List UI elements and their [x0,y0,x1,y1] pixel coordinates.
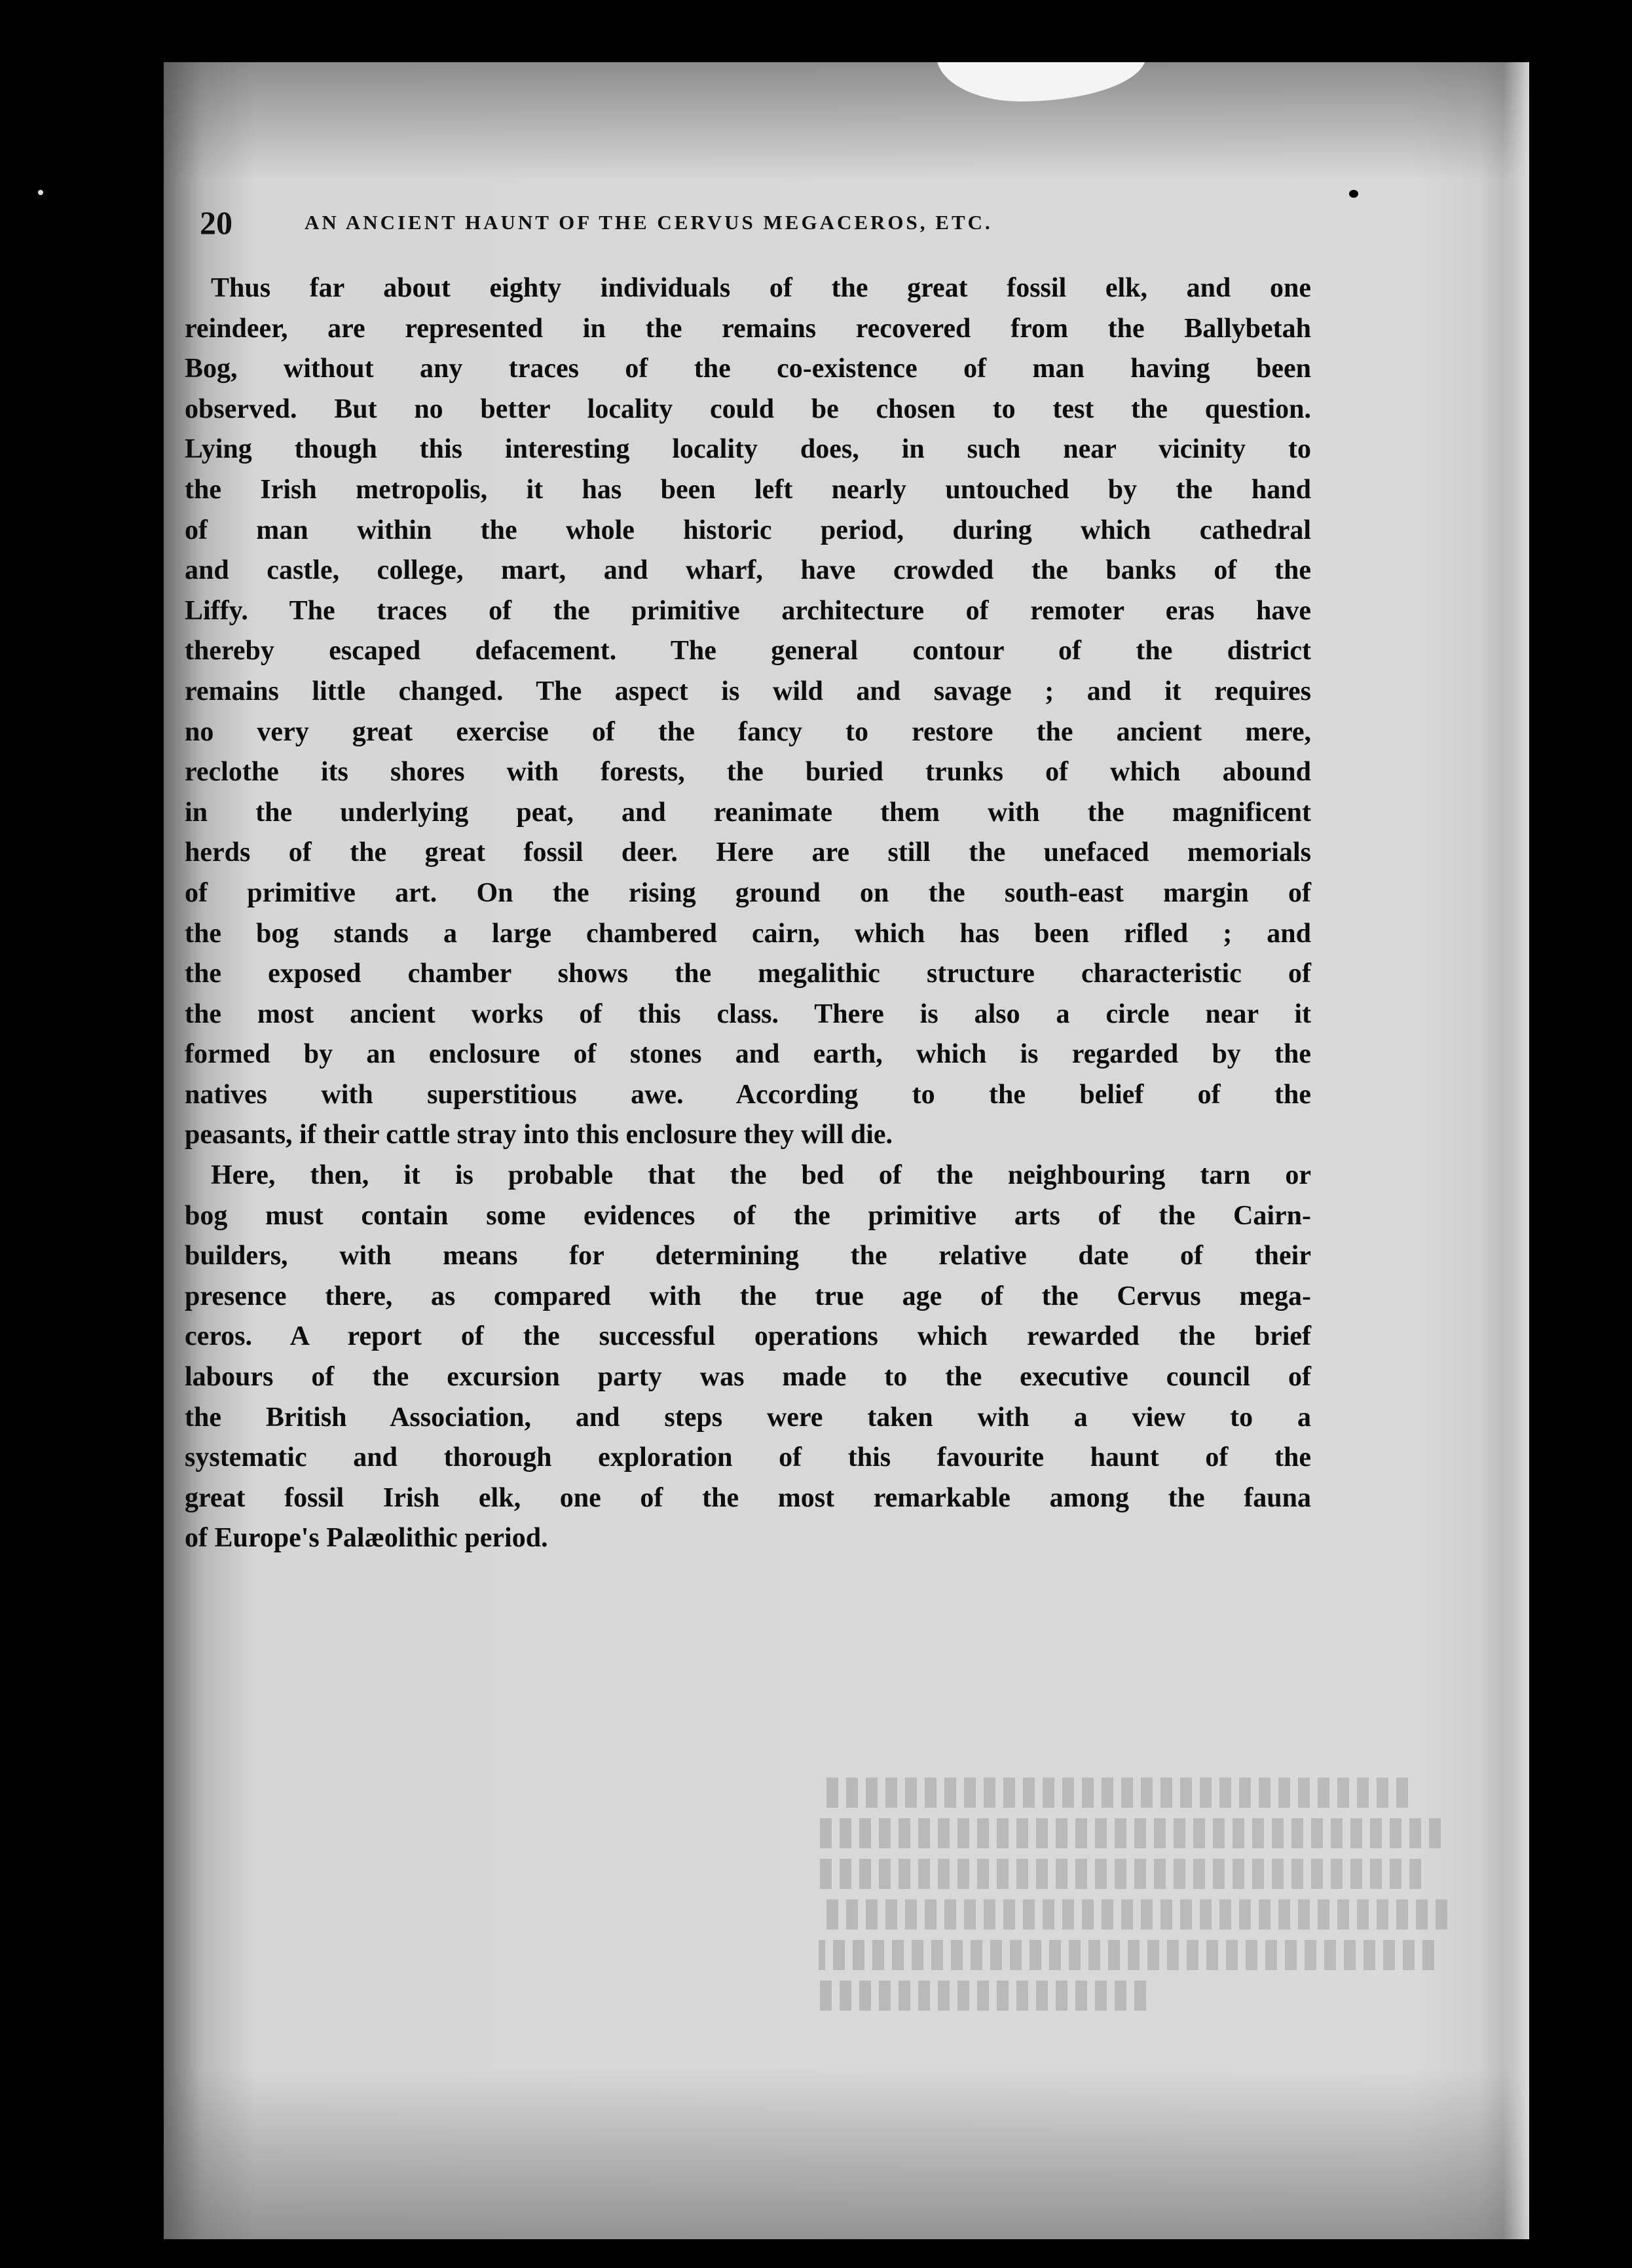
text-line: formed by an enclosure of stones and earth, which is regarded by the [185,1039,1311,1070]
text-line: of man within the whole historic period, during which cathedral [185,515,1311,545]
text-line: builders, with means for determining the relative date of their [185,1241,1311,1271]
text-line: systematic and thorough exploration of this favourite haunt of the [185,1442,1311,1473]
text-line: ceros. A report of the successful operations which rewarded the brief [185,1321,1311,1352]
text-line: the most ancient works of this class. There is also a circle near it [185,998,1311,1029]
text-line: peasants, if their cattle stray into this enclosure they will die. [185,1120,893,1150]
text-line: Here, then, it is probable that the bed of the neighbouring tarn or [211,1160,1311,1191]
page-edge [1503,62,1529,2239]
page-tear [937,62,1146,101]
scan-speck [1349,190,1358,198]
running-title: AN ANCIENT HAUNT OF THE CERVUS MEGACEROS, ETC. [305,211,993,234]
text-line: reindeer, are represented in the remains recovered from the Ballybetah [185,313,1311,344]
text-line: in the underlying peat, and reanimate them with the magnificent [185,797,1311,828]
text-line: Lying though this interesting locality does, in such near vicinity to [185,434,1311,465]
page-number: 20 [200,204,232,241]
text-line: Liffy. The traces of the primitive architecture of remoter eras have [185,595,1311,626]
bleed-through-text [819,1778,1474,2039]
text-line: observed. But no better locality could be chosen to test the question. [185,393,1311,424]
text-line: Thus far about eighty individuals of the great fossil elk, and one [211,273,1311,303]
text-line: no very great exercise of the fancy to restore the ancient mere, [185,716,1311,747]
text-line: bog must contain some evidences of the primitive arts of the Cairn- [185,1200,1311,1231]
text-line: great fossil Irish elk, one of the most remarkable among the fauna [185,1482,1311,1513]
text-line: the bog stands a large chambered cairn, which has been rifled ; and [185,918,1311,949]
text-line: of primitive art. On the rising ground on the south-east margin of [185,877,1311,908]
page-header [200,196,1313,249]
text-line: the Irish metropolis, it has been left nearly untouched by the hand [185,474,1311,505]
scan-speck [38,190,43,195]
text-line: thereby escaped defacement. The general contour of the district [185,636,1311,667]
scan-speck [34,144,41,158]
text-line: natives with superstitious awe. According to the belief of the [185,1079,1311,1110]
text-line: labours of the excursion party was made to the executive council of [185,1362,1311,1393]
text-line: the British Association, and steps were taken with a view to a [185,1402,1311,1433]
text-line: herds of the great fossil deer. Here are still the unefaced memorials [185,837,1311,868]
text-line: and castle, college, mart, and wharf, have crowded the banks of the [185,555,1311,586]
paragraph-1 [185,268,1311,1156]
text-line: of Europe's Palæolithic period. [185,1523,548,1554]
body-text [185,268,1311,1559]
text-line: reclothe its shores with forests, the buried trunks of which abound [185,757,1311,788]
text-line: remains little changed. The aspect is wild and savage ; and it requires [185,676,1311,706]
paragraph-2 [185,1156,1311,1559]
text-line: the exposed chamber shows the megalithic structure characteristic of [185,959,1311,989]
text-line: Bog, without any traces of the co-existence of man having been [185,354,1311,384]
text-line: presence there, as compared with the true age of the Cervus mega- [185,1281,1311,1311]
